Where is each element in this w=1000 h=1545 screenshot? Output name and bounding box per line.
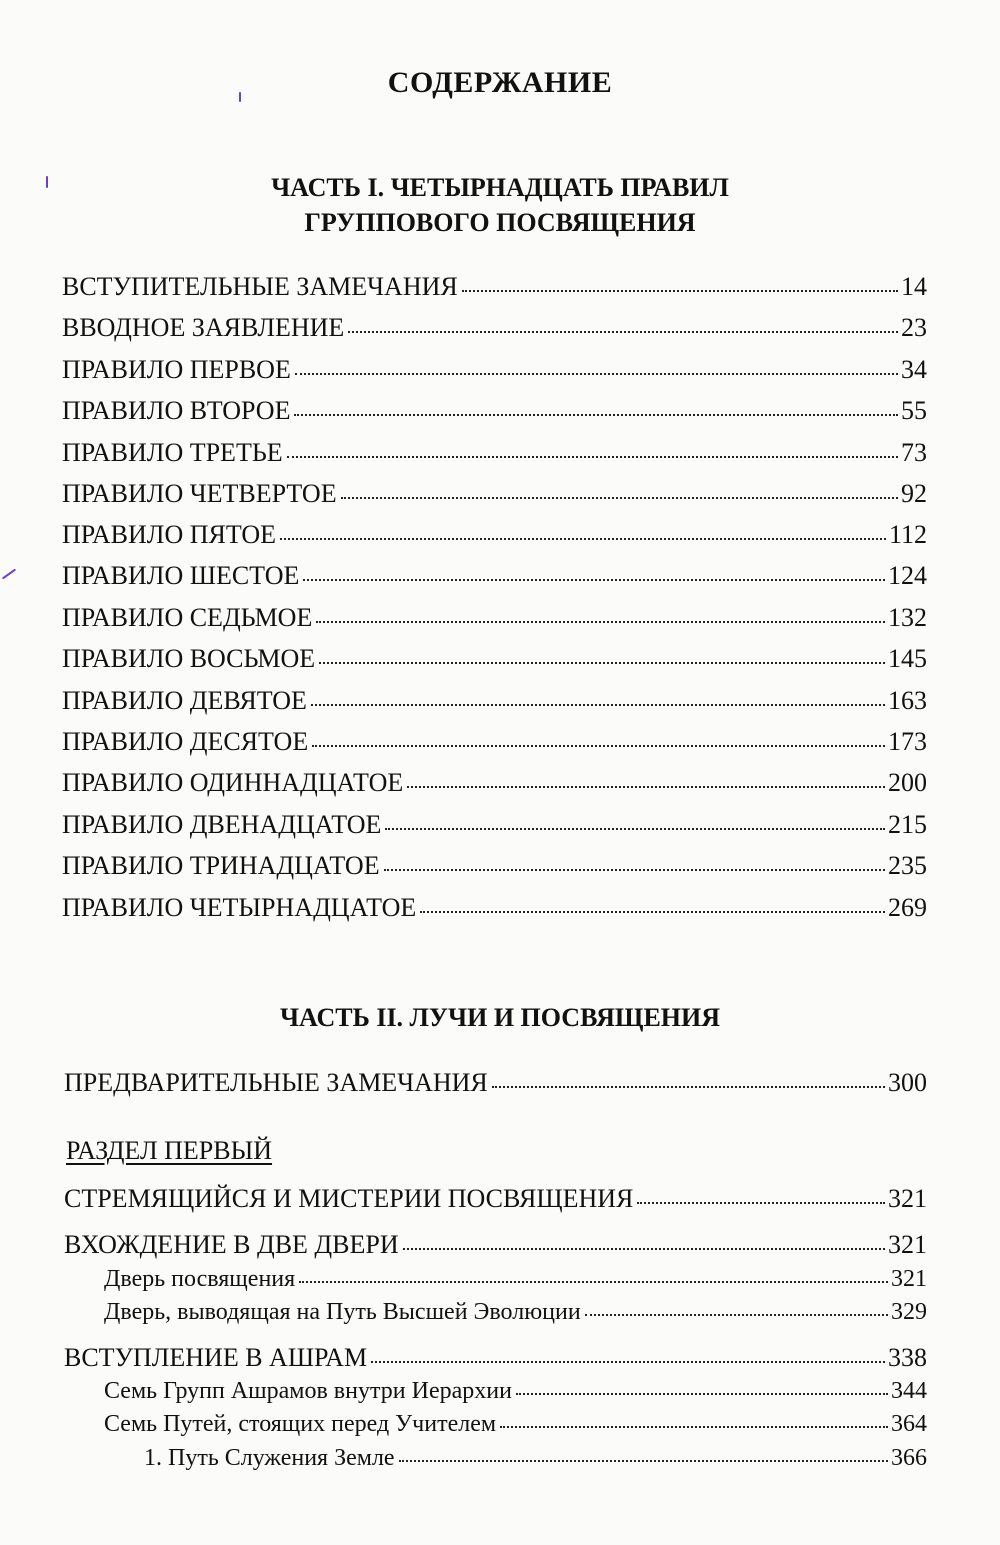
toc-entry-label: ВСТУПИТЕЛЬНЫЕ ЗАМЕЧАНИЯ [62,272,458,301]
toc-entry[interactable] [64,1343,927,1373]
toc-entry[interactable] [62,561,927,591]
toc-entry[interactable] [62,272,927,302]
dot-leader [385,827,885,830]
toc-entry-label: Дверь посвящения [104,1266,296,1292]
ink-mark [46,176,48,188]
toc-entry-label: ПРАВИЛО ОДИННАДЦАТОЕ [62,768,404,797]
toc-entry-page: 366 [891,1445,927,1471]
toc-entry-page: 145 [888,644,927,673]
dot-leader [637,1201,885,1204]
toc-subentry[interactable] [104,1299,927,1326]
dot-leader [492,1085,885,1088]
toc-entry[interactable] [62,313,927,343]
toc-entry-page: 300 [888,1068,927,1097]
toc-entry-page: 344 [891,1378,927,1404]
toc-entry-label: Дверь, выводящая на Путь Высшей Эволюции [104,1299,581,1325]
toc-entry-label: ПРАВИЛО ТРИНАДЦАТОЕ [62,851,380,880]
toc-subentry[interactable] [144,1445,927,1472]
ink-mark [239,92,241,102]
toc-entry-page: 321 [891,1266,927,1292]
toc-entry[interactable] [62,893,927,923]
dot-leader [500,1425,888,1428]
toc-entry-page: 321 [888,1230,927,1259]
toc-entry-label: ВВОДНОЕ ЗАЯВЛЕНИЕ [62,313,345,342]
dot-leader [585,1313,888,1316]
toc-entry-label: ПРАВИЛО ДВЕНАДЦАТОЕ [62,810,382,839]
section-label: РАЗДЕЛ ПЕРВЫЙ [66,1136,273,1165]
toc-entry-label: Семь Групп Ашрамов внутри Иерархии [104,1378,512,1404]
toc-entry-page: 338 [888,1343,927,1372]
dot-leader [311,703,885,706]
toc-entry-page: 173 [888,727,927,756]
toc-entry[interactable] [62,396,927,426]
dot-leader [316,620,885,623]
dot-leader [303,578,885,581]
dot-leader [280,537,886,540]
toc-entry-page: 269 [888,893,927,922]
toc-entry-page: 235 [888,851,927,880]
dot-leader [403,1247,885,1250]
toc-entry-label: ПРАВИЛО ШЕСТОЕ [62,561,300,590]
toc-entry-label: ПРАВИЛО ПЯТОЕ [62,520,277,549]
toc-entry-page: 321 [888,1184,927,1213]
ink-mark [2,569,16,580]
toc-entry-label: ПРАВИЛО ЧЕТВЕРТОЕ [62,479,337,508]
part1-heading [0,170,1000,240]
toc-entry[interactable] [62,479,927,509]
toc-entry-page: 200 [888,768,927,797]
toc-subentry[interactable] [104,1378,927,1405]
toc-entry[interactable] [64,1230,927,1260]
toc-subentry[interactable] [104,1266,927,1293]
part1-heading-line1: ЧАСТЬ I. ЧЕТЫРНАДЦАТЬ ПРАВИЛ [271,173,729,202]
toc-entry-label: Семь Путей, стоящих перед Учителем [104,1411,497,1437]
page-title: СОДЕРЖАНИЕ [387,66,613,99]
toc-entry-page: 215 [888,810,927,839]
dot-leader [516,1392,888,1395]
toc-entry-label: ПРАВИЛО ДЕВЯТОЕ [62,686,307,715]
toc-entry-label: ВСТУПЛЕНИЕ В АШРАМ [64,1343,368,1372]
dot-leader [287,455,898,458]
toc-entry[interactable] [62,768,927,798]
toc-entry-label: ПРАВИЛО ЧЕТЫРНАДЦАТОЕ [62,893,417,922]
toc-entry-label: ПРАВИЛО ТРЕТЬЕ [62,438,283,467]
toc-entry-page: 92 [901,479,927,508]
toc-entry[interactable] [64,1184,927,1214]
toc-entry[interactable] [62,603,927,633]
toc-entry-page: 14 [901,272,927,301]
toc-entry[interactable] [62,810,927,840]
toc-entry-page: 163 [888,686,927,715]
toc-entry-label: ПРАВИЛО ВТОРОЕ [62,396,291,425]
dot-leader [462,289,898,292]
toc-entry-preface[interactable] [64,1068,927,1098]
toc-entry[interactable] [62,686,927,716]
toc-entry-label: ПРАВИЛО ДЕСЯТОЕ [62,727,309,756]
part1-heading-line2: ГРУППОВОГО ПОСВЯЩЕНИЯ [304,208,696,237]
toc-entry-label: ПРЕДВАРИТЕЛЬНЫЕ ЗАМЕЧАНИЯ [64,1068,488,1097]
toc-subentry[interactable] [104,1411,927,1438]
dot-leader [384,868,885,871]
toc-entry-page: 124 [888,561,927,590]
toc-entry-label: ВХОЖДЕНИЕ В ДВЕ ДВЕРИ [64,1230,399,1259]
toc-entry-page: 23 [901,313,927,342]
dot-leader [341,496,898,499]
toc-entry[interactable] [62,727,927,757]
toc-entry[interactable] [62,355,927,385]
toc-entry-label: ПРАВИЛО ВОСЬМОЕ [62,644,316,673]
dot-leader [420,910,885,913]
toc-entry-page: 112 [888,520,927,549]
toc-entry-page: 55 [901,396,927,425]
dot-leader [319,661,885,664]
dot-leader [348,330,898,333]
toc-entry[interactable] [62,520,927,550]
dot-leader [407,785,885,788]
toc-entry-page: 132 [888,603,927,632]
dot-leader [299,1280,888,1283]
toc-entry-label: ПРАВИЛО СЕДЬМОЕ [62,603,313,632]
toc-entry[interactable] [62,644,927,674]
dot-leader [295,372,898,375]
dot-leader [399,1459,888,1462]
toc-entry-page: 329 [891,1299,927,1325]
dot-leader [294,413,898,416]
toc-entry-label: СТРЕМЯЩИЙСЯ И МИСТЕРИИ ПОСВЯЩЕНИЯ [64,1184,634,1213]
toc-entry-page: 364 [891,1411,927,1437]
dot-leader [312,744,885,747]
toc-entry-page: 73 [901,438,927,467]
toc-entry-label: ПРАВИЛО ПЕРВОЕ [62,355,291,384]
toc-entry-page: 34 [901,355,927,384]
dot-leader [371,1360,885,1363]
toc-entry[interactable] [62,438,927,468]
toc-entry-label: 1. Путь Служения Земле [144,1445,395,1471]
toc-entry[interactable] [62,851,927,881]
part2-heading: ЧАСТЬ II. ЛУЧИ И ПОСВЯЩЕНИЯ [279,1003,721,1032]
